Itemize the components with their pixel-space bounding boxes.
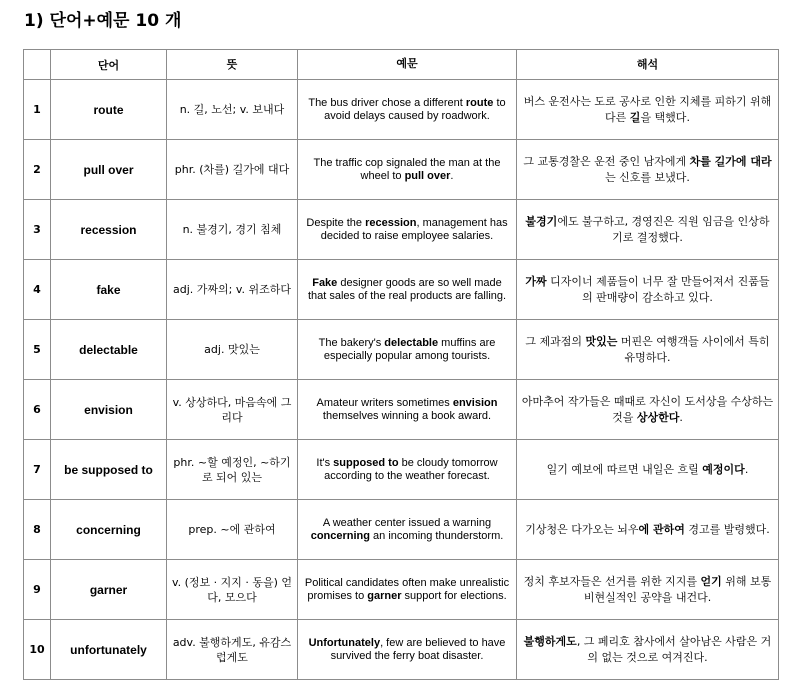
table-row bbox=[24, 380, 779, 440]
highlighted-term: 얻기 bbox=[700, 574, 722, 588]
row-number: 1 bbox=[24, 80, 51, 140]
text-segment: 기상청은 다가오는 뇌우 bbox=[525, 522, 639, 536]
text-segment: 는 신호를 보냈다. bbox=[605, 170, 690, 184]
table-row bbox=[24, 200, 779, 260]
word-cell: envision bbox=[51, 380, 167, 440]
text-segment: Political candidates often make unrealistic promises to bbox=[304, 576, 510, 602]
meaning-cell: adj. 맛있는 bbox=[167, 320, 298, 380]
highlighted-term: Fake bbox=[312, 276, 338, 289]
row-number: 2 bbox=[24, 140, 51, 200]
example-cell bbox=[298, 560, 517, 620]
text-segment: 정치 후보자들은 선거를 위한 지지를 bbox=[523, 574, 701, 588]
text-segment: , few are believed to have survived the ferry boat disaster. bbox=[330, 636, 506, 662]
row-number: 4 bbox=[24, 260, 51, 320]
header-example: 예문 bbox=[298, 50, 517, 80]
word-cell: route bbox=[51, 80, 167, 140]
header-meaning: 뜻 bbox=[167, 50, 298, 80]
example-cell bbox=[298, 140, 517, 200]
meaning-cell: n. 불경기, 경기 침체 bbox=[167, 200, 298, 260]
highlighted-term: 불경기 bbox=[525, 214, 558, 228]
meaning-cell: phr. (차를) 길가에 대다 bbox=[167, 140, 298, 200]
word-cell: be supposed to bbox=[51, 440, 167, 500]
text-segment: . bbox=[450, 169, 454, 182]
table-row bbox=[24, 80, 779, 140]
translation-cell bbox=[517, 80, 779, 140]
text-segment: 일기 예보에 따르면 내일은 흐릴 bbox=[546, 462, 703, 476]
table-body bbox=[24, 80, 779, 680]
text-segment: be cloudy tomorrow according to the weather forecast. bbox=[324, 456, 498, 482]
text-segment: 머핀은 여행객들 사이에서 특히 유명하다. bbox=[617, 334, 770, 364]
meaning-cell: prep. ~에 관하여 bbox=[167, 500, 298, 560]
meaning-cell: phr. ~할 예정인, ~하기로 되어 있는 bbox=[167, 440, 298, 500]
text-segment: The traffic cop signaled the man at the wheel to bbox=[313, 156, 501, 182]
table-row bbox=[24, 260, 779, 320]
meaning-cell: v. 상상하다, 마음속에 그리다 bbox=[167, 380, 298, 440]
text-segment: . bbox=[679, 410, 683, 424]
translation-cell bbox=[517, 140, 779, 200]
header-translation: 해석 bbox=[517, 50, 779, 80]
text-segment: . bbox=[744, 462, 749, 476]
highlighted-term: pull over bbox=[404, 169, 451, 182]
table-row bbox=[24, 500, 779, 560]
highlighted-term: Unfortunately bbox=[308, 636, 381, 649]
example-cell bbox=[298, 260, 517, 320]
text-segment: 을 택했다. bbox=[640, 110, 690, 124]
translation-cell bbox=[517, 560, 779, 620]
translation-cell bbox=[517, 320, 779, 380]
row-number: 5 bbox=[24, 320, 51, 380]
text-segment: 버스 운전사는 도로 공사로 인한 지체를 피하기 위해 다른 bbox=[523, 94, 772, 124]
example-cell bbox=[298, 500, 517, 560]
word-cell: recession bbox=[51, 200, 167, 260]
word-cell: unfortunately bbox=[51, 620, 167, 680]
table-row bbox=[24, 560, 779, 620]
highlighted-term: 가짜 bbox=[525, 274, 547, 288]
meaning-cell: n. 길, 노선; v. 보내다 bbox=[167, 80, 298, 140]
text-segment: 에도 불구하고, 경영진은 직원 임금을 인상하기로 결정했다. bbox=[557, 214, 770, 244]
text-segment: Despite the bbox=[306, 216, 366, 229]
highlighted-term: recession bbox=[365, 216, 417, 229]
text-segment: 위해 보통 비현실적인 공약을 내건다. bbox=[583, 574, 772, 604]
example-cell bbox=[298, 380, 517, 440]
word-cell: fake bbox=[51, 260, 167, 320]
text-segment: an incoming thunderstorm. bbox=[370, 529, 504, 542]
word-cell: concerning bbox=[51, 500, 167, 560]
text-segment: , management has decided to raise employee salaries. bbox=[320, 216, 508, 242]
text-segment: to avoid delays caused by roadwork. bbox=[324, 96, 506, 122]
text-segment: A weather center issued a warning bbox=[322, 516, 492, 529]
vocabulary-table bbox=[23, 49, 779, 680]
text-segment: 경고를 발령했다. bbox=[684, 522, 770, 536]
highlighted-term: concerning bbox=[310, 529, 370, 542]
text-segment: 아마추어 작가들은 때때로 자신이 도서상을 수상하는 것을 bbox=[521, 394, 774, 424]
page-title: 1) 단어+예문 10 개 bbox=[24, 11, 182, 31]
text-segment: It's bbox=[316, 456, 334, 469]
header-word: 단어 bbox=[51, 50, 167, 80]
highlighted-term: 에 관하여 bbox=[638, 522, 685, 536]
word-cell: garner bbox=[51, 560, 167, 620]
translation-cell bbox=[517, 260, 779, 320]
highlighted-term: 맛있는 bbox=[585, 334, 618, 348]
table-row bbox=[24, 620, 779, 680]
example-cell bbox=[298, 80, 517, 140]
example-cell bbox=[298, 200, 517, 260]
row-number: 9 bbox=[24, 560, 51, 620]
example-cell bbox=[298, 440, 517, 500]
word-cell: delectable bbox=[51, 320, 167, 380]
word-cell: pull over bbox=[51, 140, 167, 200]
text-segment: muffins are especially popular among tourists. bbox=[323, 336, 496, 362]
highlighted-term: delectable bbox=[384, 336, 439, 349]
row-number: 8 bbox=[24, 500, 51, 560]
highlighted-term: route bbox=[465, 96, 494, 109]
text-segment: support for elections. bbox=[401, 589, 507, 602]
text-segment: The bakery's bbox=[318, 336, 385, 349]
text-segment: 그 교통경찰은 운전 중인 남자에게 bbox=[523, 154, 690, 168]
text-segment: 디자이너 제품들이 너무 잘 만들어져서 진품들의 판매량이 감소하고 있다. bbox=[546, 274, 770, 304]
text-segment: , 그 페리호 참사에서 살아남은 사람은 거의 없는 것으로 여겨진다. bbox=[576, 634, 772, 664]
text-segment: Amateur writers sometimes bbox=[316, 396, 453, 409]
row-number: 7 bbox=[24, 440, 51, 500]
translation-cell bbox=[517, 380, 779, 440]
highlighted-term: 불행하게도 bbox=[523, 634, 577, 648]
text-segment: The bus driver chose a different bbox=[308, 96, 466, 109]
example-cell bbox=[298, 320, 517, 380]
header-number bbox=[24, 50, 51, 80]
example-cell bbox=[298, 620, 517, 680]
highlighted-term: garner bbox=[367, 589, 402, 602]
highlighted-term: envision bbox=[452, 396, 498, 409]
translation-cell bbox=[517, 200, 779, 260]
text-segment: designer goods are so well made that sales of the real products are falling. bbox=[307, 276, 507, 302]
text-segment: 그 제과점의 bbox=[525, 334, 586, 348]
row-number: 3 bbox=[24, 200, 51, 260]
highlighted-term: 상상한다 bbox=[636, 410, 680, 424]
row-number: 6 bbox=[24, 380, 51, 440]
highlighted-term: supposed to bbox=[333, 456, 399, 469]
highlighted-term: 예정이다 bbox=[702, 462, 745, 476]
row-number: 10 bbox=[24, 620, 51, 680]
table-row bbox=[24, 440, 779, 500]
meaning-cell: adj. 가짜의; v. 위조하다 bbox=[167, 260, 298, 320]
highlighted-term: 차를 길가에 대라 bbox=[689, 154, 772, 168]
translation-cell bbox=[517, 620, 779, 680]
translation-cell bbox=[517, 440, 779, 500]
text-segment: themselves winning a book award. bbox=[322, 409, 492, 422]
table-header-row bbox=[24, 50, 779, 80]
highlighted-term: 길 bbox=[629, 110, 641, 124]
meaning-cell: v. (정보 · 지지 · 동을) 얻다, 모으다 bbox=[167, 560, 298, 620]
table-row bbox=[24, 320, 779, 380]
translation-cell bbox=[517, 500, 779, 560]
table-row bbox=[24, 140, 779, 200]
meaning-cell: adv. 불행하게도, 유감스럽게도 bbox=[167, 620, 298, 680]
